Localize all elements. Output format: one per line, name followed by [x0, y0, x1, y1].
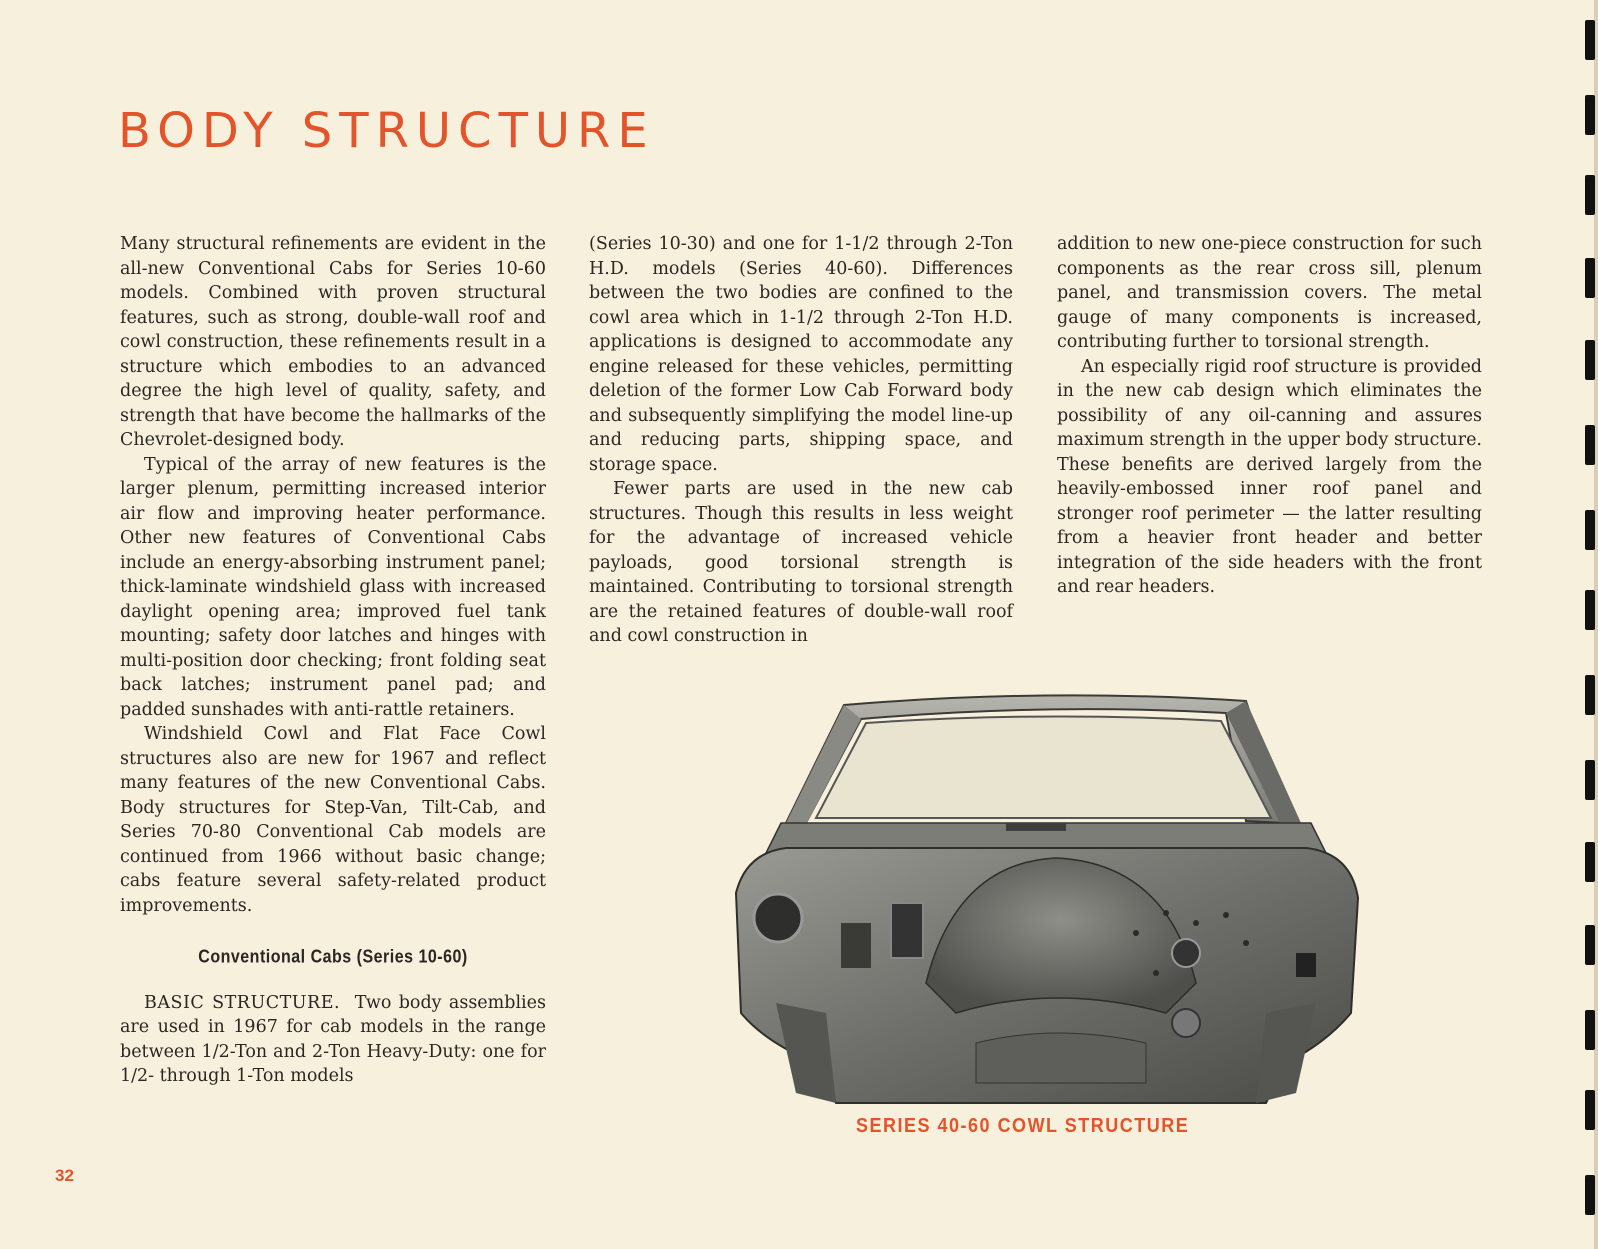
paragraph: (Series 10-30) and one for 1-1/2 through 2-Ton H.D. models (Series 40-60). Differences between the two bodies are confined to the cowl area which in 1-1/2 through 2-Ton H.D. applications is designed to accommodate any engine released for these vehicles, permitting deletion of the former Low Cab Forward body and subsequently simplifying the model line-up and reducing parts, shipping space, and storage space. — [589, 234, 1013, 475]
binding-hole — [1585, 425, 1595, 465]
binding-hole — [1585, 842, 1595, 882]
binding-hole — [1585, 510, 1595, 550]
binding-hole — [1585, 1175, 1595, 1215]
paragraph: Windshield Cowl and Flat Face Cowl structures also are new for 1967 and reflect many features of the new Conventional Cabs. Body structures for Step-Van, Tilt-Cab, and Series 70-80 Conventional Cab models are continued from 1966 without basic change; cabs feature several safety-related product improvements. — [120, 724, 546, 916]
binding-hole — [1585, 20, 1595, 60]
runin-text: Two body assemblies are used in 1967 for cab models in the range between 1/2-Ton and 2-Ton Heavy-Duty: one for 1/2- through 1-Ton models — [120, 992, 546, 1086]
page-title: BODY STRUCTURE — [118, 103, 655, 159]
binding-hole — [1585, 925, 1595, 965]
binding-hole — [1585, 590, 1595, 630]
binding-hole — [1585, 340, 1595, 380]
section-subheading: Conventional Cabs (Series 10-60) — [198, 947, 468, 968]
page-number: 32 — [55, 1166, 74, 1185]
paragraph — [120, 991, 546, 1089]
paragraph: Many structural refinements are evident in the all-new Conventional Cabs for Series 10-60 models. Combined with proven structural features, such as strong, double-wall roof and cowl construction, these refinements result in a structure which embodies to an advanced degree the high level of quality, safety, and strength that have become the hallmarks of the Chevrolet-designed body. — [120, 234, 546, 450]
paragraph: Fewer parts are used in the new cab structures. Though this results in less weight for the advantage of increased vehicle payloads, good torsional strength is maintained. Contributing to torsional strength are the retained features of double-wall roof and cowl construction in — [589, 479, 1013, 646]
cowl-structure-photo — [726, 683, 1366, 1121]
binding-hole — [1585, 95, 1595, 135]
spiral-binding — [1558, 0, 1598, 1249]
figure-caption: SERIES 40-60 COWL STRUCTURE — [856, 1113, 1190, 1137]
runin-label: BASIC STRUCTURE. — [144, 992, 341, 1013]
paragraph: Typical of the array of new features is the larger plenum, permitting increased interior air flow and improving heater performance. Other new features of Conventional Cabs include an energy-absorbing instrument panel; thick-laminate windshield glass with increased daylight opening area; improved fuel tank mounting; safety door latches and hinges with multi-position door checking; front folding seat back latches; instrument panel pad; and padded sunshades with anti-rattle retainers. — [120, 454, 546, 720]
text-column-2 — [589, 232, 1013, 649]
paragraph: An especially rigid roof structure is provided in the new cab design which eliminates the possibility of any oil-canning and assures maximum strength in the upper body structure. These benefits are derived largely from the heavily-embossed inner roof panel and stronger roof perimeter — the latter resulting from a heavier front header and better integration of the side headers with the front and rear headers. — [1057, 356, 1482, 597]
paragraph: addition to new one-piece construction for such components as the rear cross sill, plenum panel, and transmission covers. The metal gauge of many components is increased, contributing further to torsional strength. — [1057, 234, 1482, 352]
binding-hole — [1585, 675, 1595, 715]
binding-hole — [1585, 1090, 1595, 1130]
text-column-1 — [120, 232, 546, 1089]
binding-hole — [1585, 175, 1595, 215]
text-column-3 — [1057, 232, 1482, 600]
binding-hole — [1585, 1010, 1595, 1050]
binding-hole — [1585, 258, 1595, 298]
binding-hole — [1585, 760, 1595, 800]
